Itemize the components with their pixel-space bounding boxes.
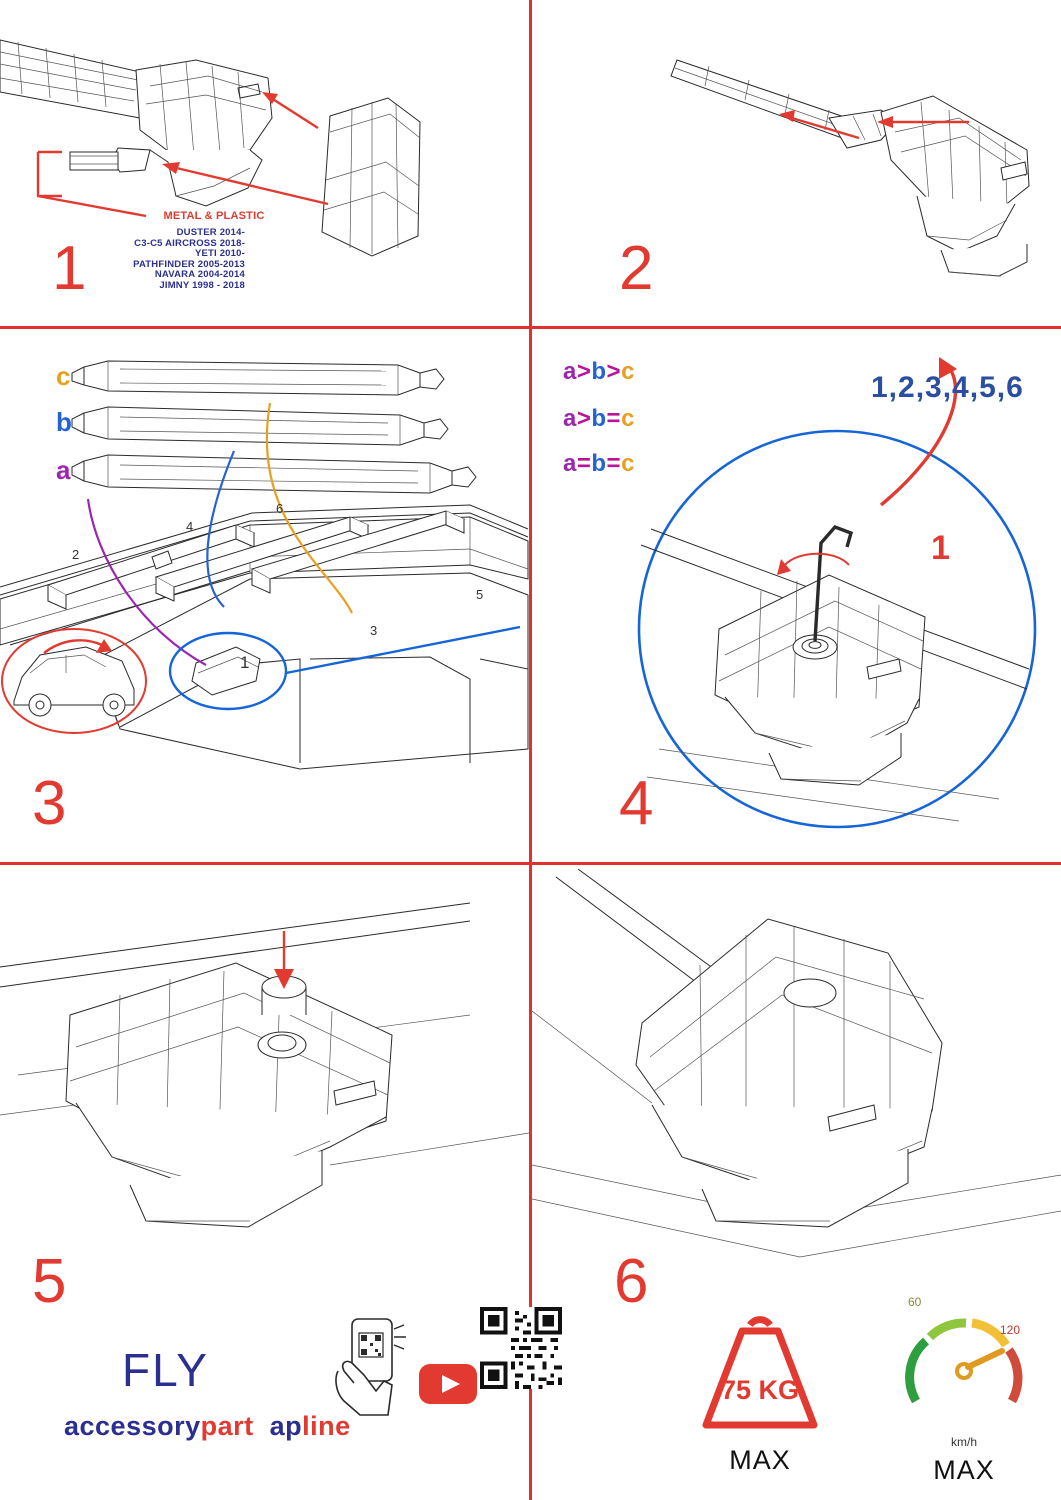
speed-max-label: MAX: [933, 1455, 995, 1485]
panel-step-4: [529, 329, 1061, 862]
speed-unit-label: km/h: [950, 1435, 977, 1449]
speed-scale-end: 120: [1000, 1323, 1021, 1337]
callout-5: 5: [476, 587, 484, 602]
callout-4: 4: [186, 519, 194, 534]
inequality-3: a=b=c: [563, 450, 635, 477]
phone-scan-icon: [330, 1315, 410, 1425]
turn-count-label: 1: [931, 529, 950, 567]
step-6-illustration: [532, 865, 1061, 1285]
weight-value: 75 KG: [720, 1375, 800, 1405]
panel-step-2: [529, 0, 1061, 326]
tighten-sequence: 1,2,3,4,5,6: [871, 371, 1024, 404]
callout-2: 2: [72, 547, 80, 562]
panel-step-1: [0, 0, 529, 326]
step-number-3: 3: [32, 769, 67, 838]
bar-label-a: a: [56, 455, 71, 485]
step-number-2: 2: [619, 234, 654, 303]
bar-label-c: c: [56, 361, 71, 391]
step-5-illustration: [0, 865, 529, 1285]
youtube-icon[interactable]: [418, 1363, 478, 1405]
inequality-1: a>b>c: [563, 358, 635, 385]
weight-limit-icon: [690, 1305, 830, 1435]
inequality-2: a>b=c: [563, 405, 635, 432]
step-number-4: 4: [619, 769, 654, 838]
brand-wordmark: accessorypart apline: [64, 1411, 351, 1441]
step-number-1: 1: [52, 234, 87, 303]
step-number-6: 6: [614, 1247, 649, 1316]
step-2-illustration: [529, 0, 1061, 326]
callout-3: 3: [370, 623, 378, 638]
callout-front-1: 1: [240, 653, 250, 672]
fly-wordmark: FLY: [122, 1344, 209, 1396]
weight-max-label: MAX: [729, 1445, 791, 1475]
panel-step-6: [532, 865, 1061, 1500]
panel-step-5: [0, 865, 529, 1500]
panel-step-3: [0, 329, 529, 862]
vehicle-fitment-list: DUSTER 2014- C3-C5 AIRCROSS 2018- YETI 2010- PATHFINDER 2005-2013 NAVARA 2004-2014 JIMNY 1998 - 2018: [133, 227, 245, 291]
callout-6: 6: [276, 501, 284, 516]
speed-scale-start: 60: [908, 1295, 922, 1309]
step-3-illustration: [0, 329, 529, 862]
metal-plastic-heading: METAL & PLASTIC: [163, 210, 265, 222]
step-4-illustration: [529, 329, 1061, 862]
step-number-5: 5: [32, 1247, 67, 1316]
bar-label-b: b: [56, 407, 72, 437]
